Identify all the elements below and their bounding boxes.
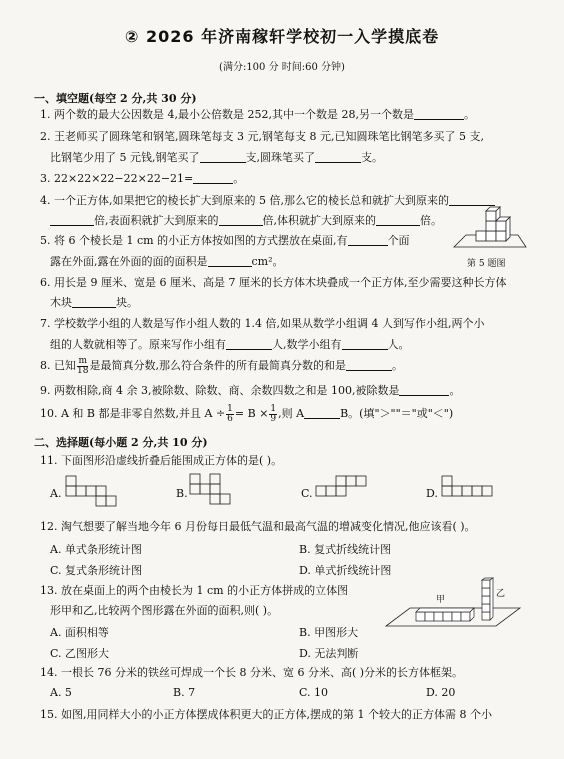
answer-blank[interactable] [50, 214, 94, 226]
question-8: 8. 已知 $\frac{m}{18}$ 是最简真分数,那么符合条件的所有最简真分数的和是 。 [40, 355, 403, 376]
q14-option-c[interactable]: C. 10 [299, 686, 329, 699]
answer-blank[interactable] [376, 214, 420, 226]
question-2-cont: 比钢笔少用了 5 元钱,钢笔买了 支,圆珠笔买了 支。 [50, 151, 383, 164]
question-4: 4. 一个正方体,如果把它的棱长扩大到原来的 5 倍,那么它的棱长总和就扩大到原来的 [40, 194, 495, 208]
figure-label-jia: 甲 [436, 595, 446, 605]
q14-option-b[interactable]: B. 7 [173, 686, 196, 699]
answer-blank[interactable] [315, 151, 361, 163]
page-subtitle: (满分:100 分 时间:60 分钟) [219, 62, 345, 73]
section-2-title: 二、选择题(每小题 2 分,共 10 分) [34, 436, 208, 449]
question-3: 3. 22×22×22−22×22−21= 。 [40, 172, 245, 185]
q13-option-a[interactable]: A. 面积相等 [50, 626, 109, 639]
section-1-title: 一、填空题(每空 2 分,共 30 分) [34, 92, 197, 105]
question-5-cont: 露在外面,露在外面的面的面积是 cm²。 [50, 255, 284, 268]
answer-blank[interactable] [72, 296, 116, 308]
question-11: 11. 下面图形沿虚线折叠后能围成正方体的是( )。 [40, 454, 283, 467]
question-6: 6. 用长是 9 厘米、宽是 6 厘米、高是 7 厘米的长方体木块叠成一个正方体,至少需要这种长方体 [40, 276, 507, 289]
question-13-cont: 形甲和乙,比较两个图形露在外面的面积,则( )。 [50, 604, 279, 617]
answer-blank[interactable] [414, 108, 464, 120]
answer-blank[interactable] [348, 234, 388, 246]
question-9: 9. 两数相除,商 4 余 3,被除数、除数、商、余数四数之和是 100,被除数是 。 [40, 384, 461, 397]
q13-option-b[interactable]: B. 甲图形大 [299, 626, 359, 639]
question-7-cont: 组的人数就相等了。原来写作小组有 人,数学小组有 人。 [50, 338, 410, 351]
question-13: 13. 放在桌面上的两个由棱长为 1 cm 的小正方体拼成的立体图 [40, 584, 349, 597]
question-14: 14. 一根长 76 分米的铁丝可焊成一个长 8 分米、宽 6 分米、高( )分米的长方体框架。 [40, 666, 464, 679]
answer-blank[interactable] [208, 255, 252, 267]
fraction-1-6: $\frac{1}{6}$ [227, 403, 233, 424]
answer-blank[interactable] [226, 338, 272, 350]
q13-option-d[interactable]: D. 无法判断 [299, 647, 359, 660]
answer-blank[interactable] [193, 172, 233, 184]
q14-option-d[interactable]: D. 20 [426, 686, 456, 699]
answer-blank[interactable] [342, 338, 388, 350]
q11-option-c[interactable]: C. [301, 487, 313, 500]
question-7: 7. 学校数学小组的人数是写作小组人数的 1.4 倍,如果从数学小组调 4 人到写作小组,两个小 [40, 317, 485, 330]
q11-option-b[interactable]: B. [176, 487, 188, 500]
answer-blank[interactable] [346, 359, 392, 371]
question-5: 5. 将 6 个棱长是 1 cm 的小正方体按如图的方式摆放在桌面,有 个面 [40, 234, 410, 247]
q14-option-a[interactable]: A. 5 [50, 686, 72, 699]
q11-net-b [190, 474, 240, 508]
answer-blank[interactable] [399, 384, 449, 396]
question-12: 12. 淘气想要了解当地今年 6 月份每日最低气温和最高气温的增减变化情况,他应该看( )。 [40, 520, 476, 533]
question-6-cont: 木块 块。 [50, 296, 138, 309]
answer-blank[interactable] [200, 151, 246, 163]
question-10: 10. A 和 B 都是非零自然数,并且 A ÷ $\frac{1}{6}$ = B × $\frac{1}{9}$ ,则 A B。(填"＞""＝"或"＜") [40, 403, 454, 424]
question-5-figure [452, 205, 532, 255]
question-1: 1. 两个数的最大公因数是 4,最小公倍数是 252,其中一个数是 28,另一个数是 。 [40, 108, 475, 121]
q11-net-a [66, 476, 126, 506]
question-4-cont: 倍,表面积就扩大到原来的 倍,体积就扩大到原来的 倍。 [50, 214, 442, 228]
question-2: 2. 王老师买了圆珠笔和钢笔,圆珠笔每支 3 元,钢笔每支 8 元,已知圆珠笔比钢笔多买了 5 支, [40, 130, 484, 143]
q12-option-b[interactable]: B. 复式折线统计图 [299, 543, 392, 556]
fraction-m-18: $\frac{m}{18}$ [77, 355, 89, 376]
figure-label-yi: 乙 [496, 589, 506, 599]
q11-net-d [442, 476, 502, 506]
page-title: ② 2026 年济南稼轩学校初一入学摸底卷 [124, 27, 440, 46]
q12-option-d[interactable]: D. 单式折线统计图 [299, 564, 392, 577]
question-5-caption: 第 5 题图 [467, 259, 506, 269]
fraction-1-9: $\frac{1}{9}$ [270, 403, 277, 424]
answer-blank[interactable] [219, 214, 263, 226]
q12-option-a[interactable]: A. 单式条形统计图 [50, 543, 142, 556]
question-15: 15. 如图,用同样大小的小正方体摆成体积更大的正方体,摆成的第 1 个较大的正方体需 8 个小 [40, 708, 492, 721]
answer-blank[interactable] [304, 407, 340, 419]
q11-net-c [316, 476, 376, 506]
q13-option-c[interactable]: C. 乙图形大 [50, 647, 110, 660]
q12-option-c[interactable]: C. 复式条形统计图 [50, 564, 143, 577]
q11-option-a[interactable]: A. [50, 487, 62, 500]
q11-option-d[interactable]: D. [426, 487, 438, 500]
